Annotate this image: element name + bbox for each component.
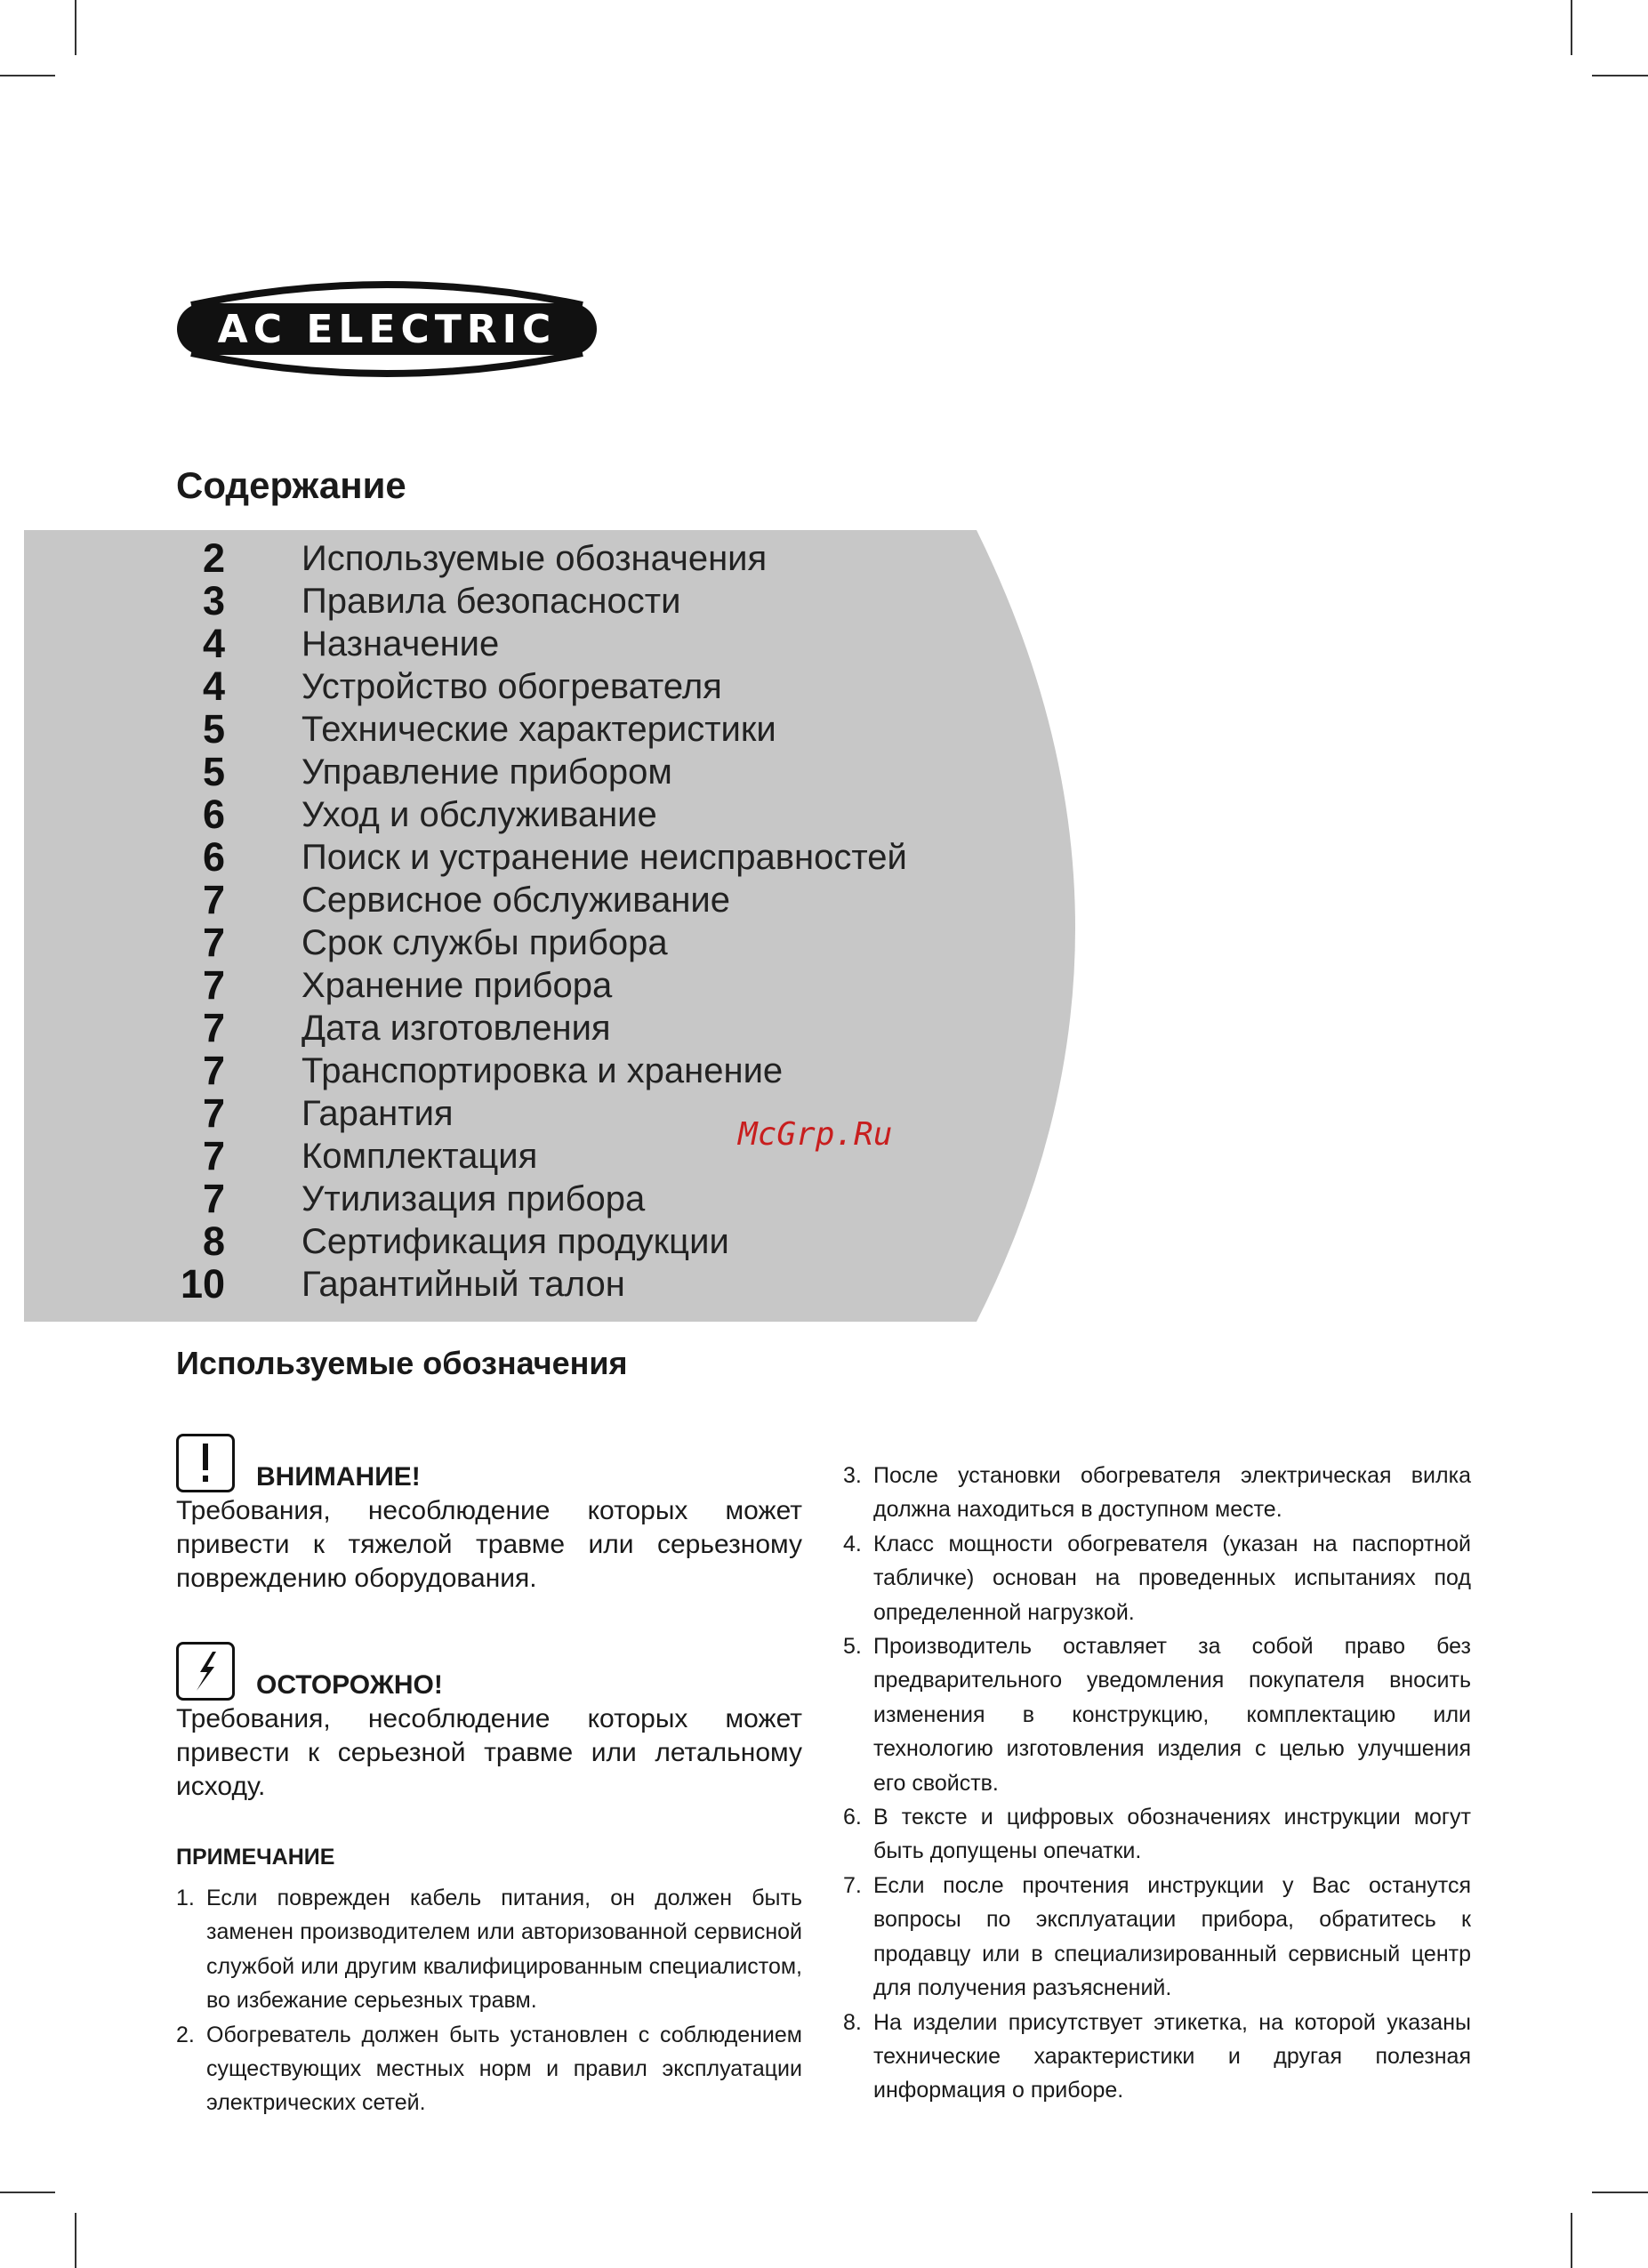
note-title: ПРИМЕЧАНИЕ (176, 1845, 335, 1870)
contents-item (176, 793, 907, 836)
contents-page-number: 6 (202, 834, 225, 880)
contents-item-title: Дата изготовления (301, 1008, 611, 1048)
contents-item (176, 1007, 907, 1050)
contents-page-number: 7 (202, 877, 225, 922)
note-item (843, 1527, 1471, 1629)
right-column (843, 1459, 1471, 2108)
contents-page-number: 7 (202, 1133, 225, 1178)
contents-item-title: Сертификация продукции (301, 1221, 729, 1261)
caution-notice (176, 1631, 802, 1804)
attention-title: ВНИМАНИЕ! (256, 1462, 421, 1492)
contents-page-number: 4 (202, 621, 225, 666)
note-item (843, 1459, 1471, 1527)
contents-item-title: Поиск и устранение неисправностей (301, 837, 907, 877)
contents-item (176, 708, 907, 751)
contents-item-title: Транспортировка и хранение (301, 1050, 784, 1090)
note-number: 3. (843, 1463, 862, 1488)
contents-item (176, 1263, 907, 1306)
contents-page-number: 7 (202, 920, 225, 965)
note-number: 7. (843, 1872, 862, 1898)
contents-list (176, 537, 907, 1306)
contents-item-title: Уход и обслуживание (301, 794, 657, 834)
svg-text:AC ELECTRIC: AC ELECTRIC (217, 307, 557, 352)
notes-list-right (843, 1459, 1471, 2108)
contents-item-title: Гарантийный талон (301, 1264, 625, 1304)
contents-item-title: Сервисное обслуживание (301, 880, 730, 920)
caution-title: ОСТОРОЖНО! (256, 1670, 443, 1700)
contents-item (176, 665, 907, 708)
contents-page-number: 5 (202, 749, 225, 794)
note-item (176, 1881, 802, 2018)
attention-text: Требования, несоблюдение которых может привести к тяжелой травме или серьезному повреждению оборудования. (176, 1496, 802, 1593)
contents-page-number: 5 (202, 706, 225, 752)
note-text: После установки обогревателя электрическая вилка должна находиться в доступном месте. (873, 1463, 1471, 1523)
contents-item (176, 537, 907, 580)
note-text: На изделии присутствует этикетка, на которой указаны технические характеристики и другая полезная информация о приборе. (873, 2009, 1471, 2103)
contents-page-number: 2 (202, 535, 225, 581)
contents-item (176, 1220, 907, 1263)
contents-item-title: Устройство обогревателя (301, 666, 722, 706)
lightning-icon (176, 1642, 235, 1701)
contents-heading: Содержание (176, 464, 406, 506)
contents-item (176, 623, 907, 665)
contents-page-number: 3 (202, 578, 225, 623)
contents-item (176, 1050, 907, 1092)
note-item (843, 1629, 1471, 1800)
attention-notice (176, 1423, 802, 1596)
note-item (843, 1800, 1471, 1869)
contents-item-title: Управление прибором (301, 752, 672, 792)
note-text: Обогреватель должен быть установлен с соблюдением существующих местных норм и правил эксплуатации электрических сетей. (206, 2022, 802, 2116)
contents-item (176, 964, 907, 1007)
note-text: Класс мощности обогревателя (указан на паспортной табличке) основан на проведенных испытаниях под определенной нагрузкой. (873, 1531, 1471, 1625)
note-number: 2. (176, 2022, 195, 2047)
crop-mark (0, 2192, 55, 2193)
caution-text: Требования, несоблюдение которых может привести к серьезной травме или летальному исходу. (176, 1704, 802, 1801)
contents-item-title: Комплектация (301, 1136, 538, 1176)
contents-page-number: 7 (202, 1005, 225, 1050)
note-item (843, 2006, 1471, 2108)
note-text: Производитель оставляет за собой право без предварительного уведомления покупателя вносить изменения в конструкцию, комплектацию или технологию изготовления изделия с целью улучшения его свойств. (873, 1634, 1471, 1796)
contents-item-title: Технические характеристики (301, 709, 776, 749)
note-text: Если поврежден кабель питания, он должен быть заменен производителем или авторизованной сервисной службой или другим квалифицированным специалистом, во избежание серьезных травм. (206, 1886, 802, 2014)
note-number: 8. (843, 2009, 862, 2035)
notes-list-left (176, 1881, 802, 2120)
left-column (176, 1423, 802, 2120)
note-text: Если после прочтения инструкции у Вас останутся вопросы по эксплуатации прибора, обратитесь к продавцу или в специализированный сервисный центр для получения разъяснений. (873, 1872, 1471, 2001)
contents-item (176, 879, 907, 921)
contents-item-title: Хранение прибора (301, 965, 613, 1005)
crop-mark (75, 2213, 76, 2268)
section-heading: Используемые обозначения (176, 1345, 628, 1381)
contents-item-title: Срок службы прибора (301, 922, 668, 962)
contents-item (176, 580, 907, 623)
contents-item (176, 751, 907, 793)
note-text: В тексте и цифровых обозначениях инструкции могут быть допущены опечатки. (873, 1805, 1471, 1864)
note-number: 5. (843, 1634, 862, 1660)
note-item (176, 2018, 802, 2120)
note-number: 6. (843, 1805, 862, 1830)
contents-item (176, 836, 907, 879)
watermark: McGrp.Ru (738, 1116, 893, 1153)
note-number: 1. (176, 1886, 195, 1910)
contents-page-number: 10 (180, 1261, 225, 1307)
crop-mark (1571, 2213, 1572, 2268)
contents-item-title: Утилизация прибора (301, 1178, 646, 1218)
contents-page-number: 7 (202, 1176, 225, 1221)
contents-item-title: Правила безопасности (301, 581, 681, 621)
contents-page-number: 7 (202, 1090, 225, 1136)
note-number: 4. (843, 1531, 862, 1556)
contents-item-title: Гарантия (301, 1093, 454, 1133)
contents-page-number: 8 (202, 1218, 225, 1264)
contents-item-title: Используемые обозначения (301, 538, 768, 578)
contents-page-number: 7 (202, 962, 225, 1008)
note-item (843, 1869, 1471, 2006)
contents-item (176, 1178, 907, 1220)
contents-item-title: Назначение (301, 623, 500, 664)
crop-mark (1592, 2192, 1648, 2193)
contents-page-number: 7 (202, 1048, 225, 1093)
contents-page-number: 6 (202, 792, 225, 837)
exclamation-icon (176, 1434, 235, 1492)
contents-item (176, 921, 907, 964)
contents-page-number: 4 (202, 664, 225, 709)
